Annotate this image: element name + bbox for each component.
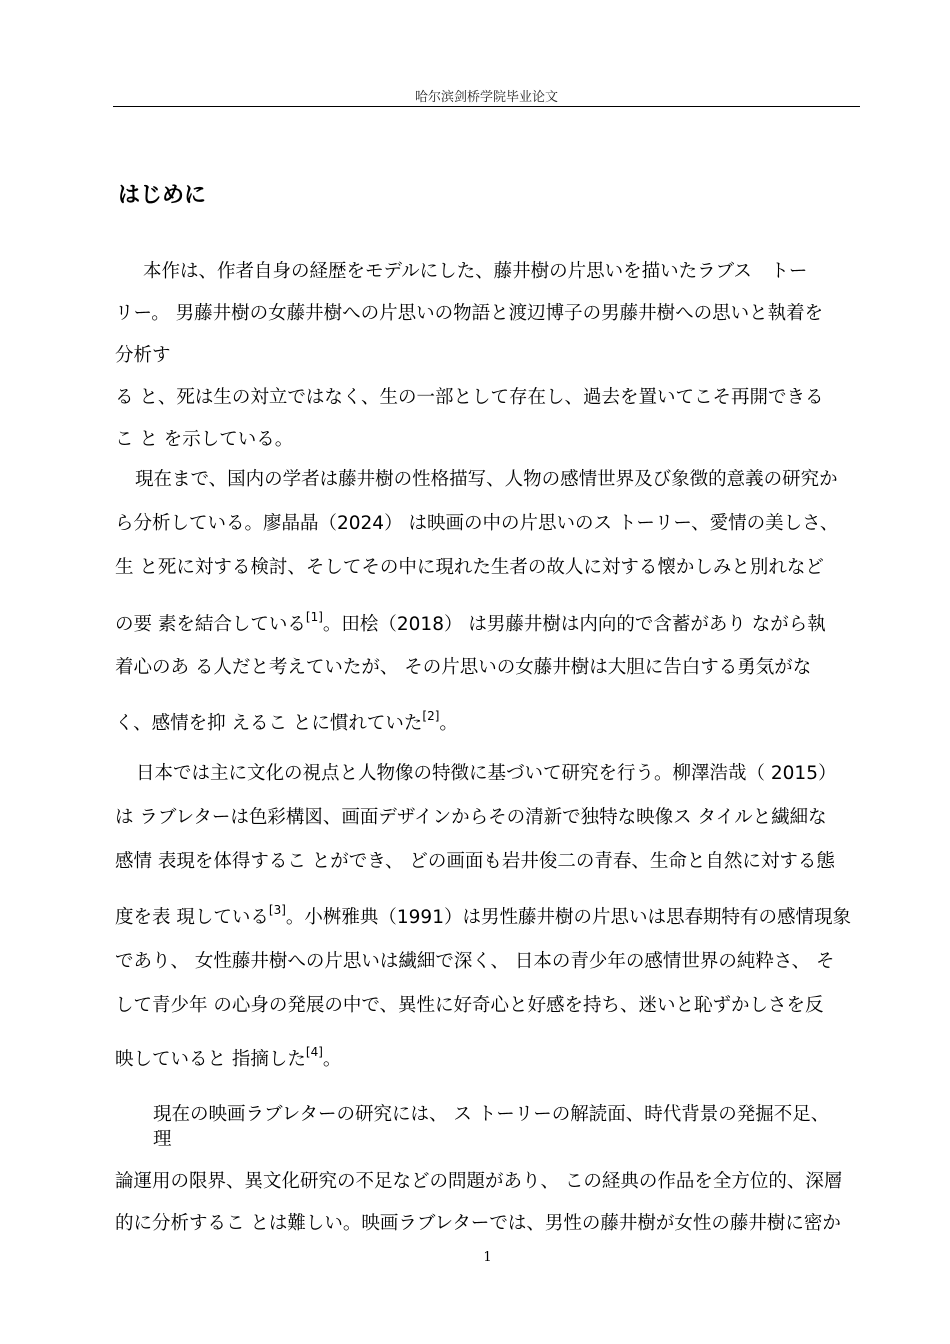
citation-ref-4: [4] bbox=[305, 1045, 323, 1059]
text-line bbox=[115, 903, 851, 930]
text-line bbox=[115, 1045, 342, 1072]
text-segment: 。 bbox=[322, 1049, 342, 1070]
text-line: は ラブレターは色彩構図、画面デザインからその清新で独特な映像ス タイルと繊細な bbox=[115, 807, 827, 828]
text-line: して青少年 の心身の発展の中で、異性に好奇心と好感を持ち、迷いと恥ずかしさを反 bbox=[115, 995, 824, 1016]
text-segment: 。 bbox=[439, 713, 458, 734]
text-line: 生 と死に対する検討、そしてその中に現れた生者の故人に対する懐かしみと別れなど bbox=[115, 557, 824, 578]
page-number: 1 bbox=[483, 1250, 492, 1265]
text-segment: 映していると 指摘した bbox=[115, 1049, 306, 1070]
citation-ref-3: [3] bbox=[268, 903, 286, 917]
text-line bbox=[115, 709, 458, 736]
text-line: 論運用の限界、異文化研究の不足などの問題があり、 この経典の作品を全方位的、深層 bbox=[115, 1171, 843, 1192]
text-line: 現在まで、国内の学者は藤井樹の性格描写、人物の感情世界及び象徴的意義の研究か bbox=[135, 469, 838, 490]
text-line: 本作は、作者自身の経歴をモデルにした、藤井樹の片思いを描いたラブス トー bbox=[143, 261, 808, 282]
text-segment: く、感情を抑 えるこ とに慣れていた bbox=[115, 713, 423, 734]
text-line: 日本では主に文化の視点と人物像の特徴に基づいて研究を行う。柳澤浩哉（ 2015） bbox=[136, 763, 837, 784]
text-segment: の要 素を結合している bbox=[115, 614, 306, 635]
citation-ref-1: [1] bbox=[305, 610, 323, 624]
text-line: 現在の映画ラブレターの研究には、 ス トーリーの解読面、時代背景の発掘不足、 bbox=[153, 1104, 830, 1125]
text-segment: 度を表 現している bbox=[115, 907, 269, 928]
text-line bbox=[115, 610, 826, 637]
text-line: こ と を示している。 bbox=[115, 429, 294, 450]
text-line: であり、 女性藤井樹への片思いは繊細で深く、 日本の青少年の感情世界の純粋さ、 そ bbox=[115, 951, 835, 972]
text-line: 的に分析するこ とは難しい。映画ラブレターでは、男性の藤井樹が女性の藤井樹に密か bbox=[115, 1213, 841, 1234]
running-header: 哈尔滨剑桥学院毕业论文 bbox=[414, 90, 558, 105]
text-line: 理 bbox=[153, 1129, 172, 1150]
text-line: リー。 男藤井樹の女藤井樹への片思いの物語と渡辺博子の男藤井樹への思いと執着を bbox=[115, 303, 824, 324]
section-heading: はじめに bbox=[118, 183, 207, 208]
text-line: る と、死は生の対立ではなく、生の一部として存在し、過去を置いてこそ再開できる bbox=[115, 387, 824, 408]
citation-ref-2: [2] bbox=[422, 709, 440, 723]
text-segment: 。小桝雅典（1991）は男性藤井樹の片思いは思春期特有の感情現象 bbox=[285, 907, 851, 928]
text-line: 感情 表現を体得するこ とができ、 どの画面も岩井俊二の青春、生命と自然に対する態 bbox=[115, 851, 835, 872]
text-line: 着心のあ る人だと考えていたが、 その片思いの女藤井樹は大胆に告白する勇気がな bbox=[115, 657, 812, 678]
text-segment: 。田桧（2018） は男藤井樹は内向的で含蓄があり ながら執 bbox=[322, 614, 826, 635]
text-line: ら分析している。廖晶晶（2024） は映画の中の片思いのス トーリー、愛情の美しさ、 bbox=[115, 513, 839, 534]
text-line: 分析す bbox=[115, 345, 171, 366]
header-divider bbox=[113, 106, 860, 107]
